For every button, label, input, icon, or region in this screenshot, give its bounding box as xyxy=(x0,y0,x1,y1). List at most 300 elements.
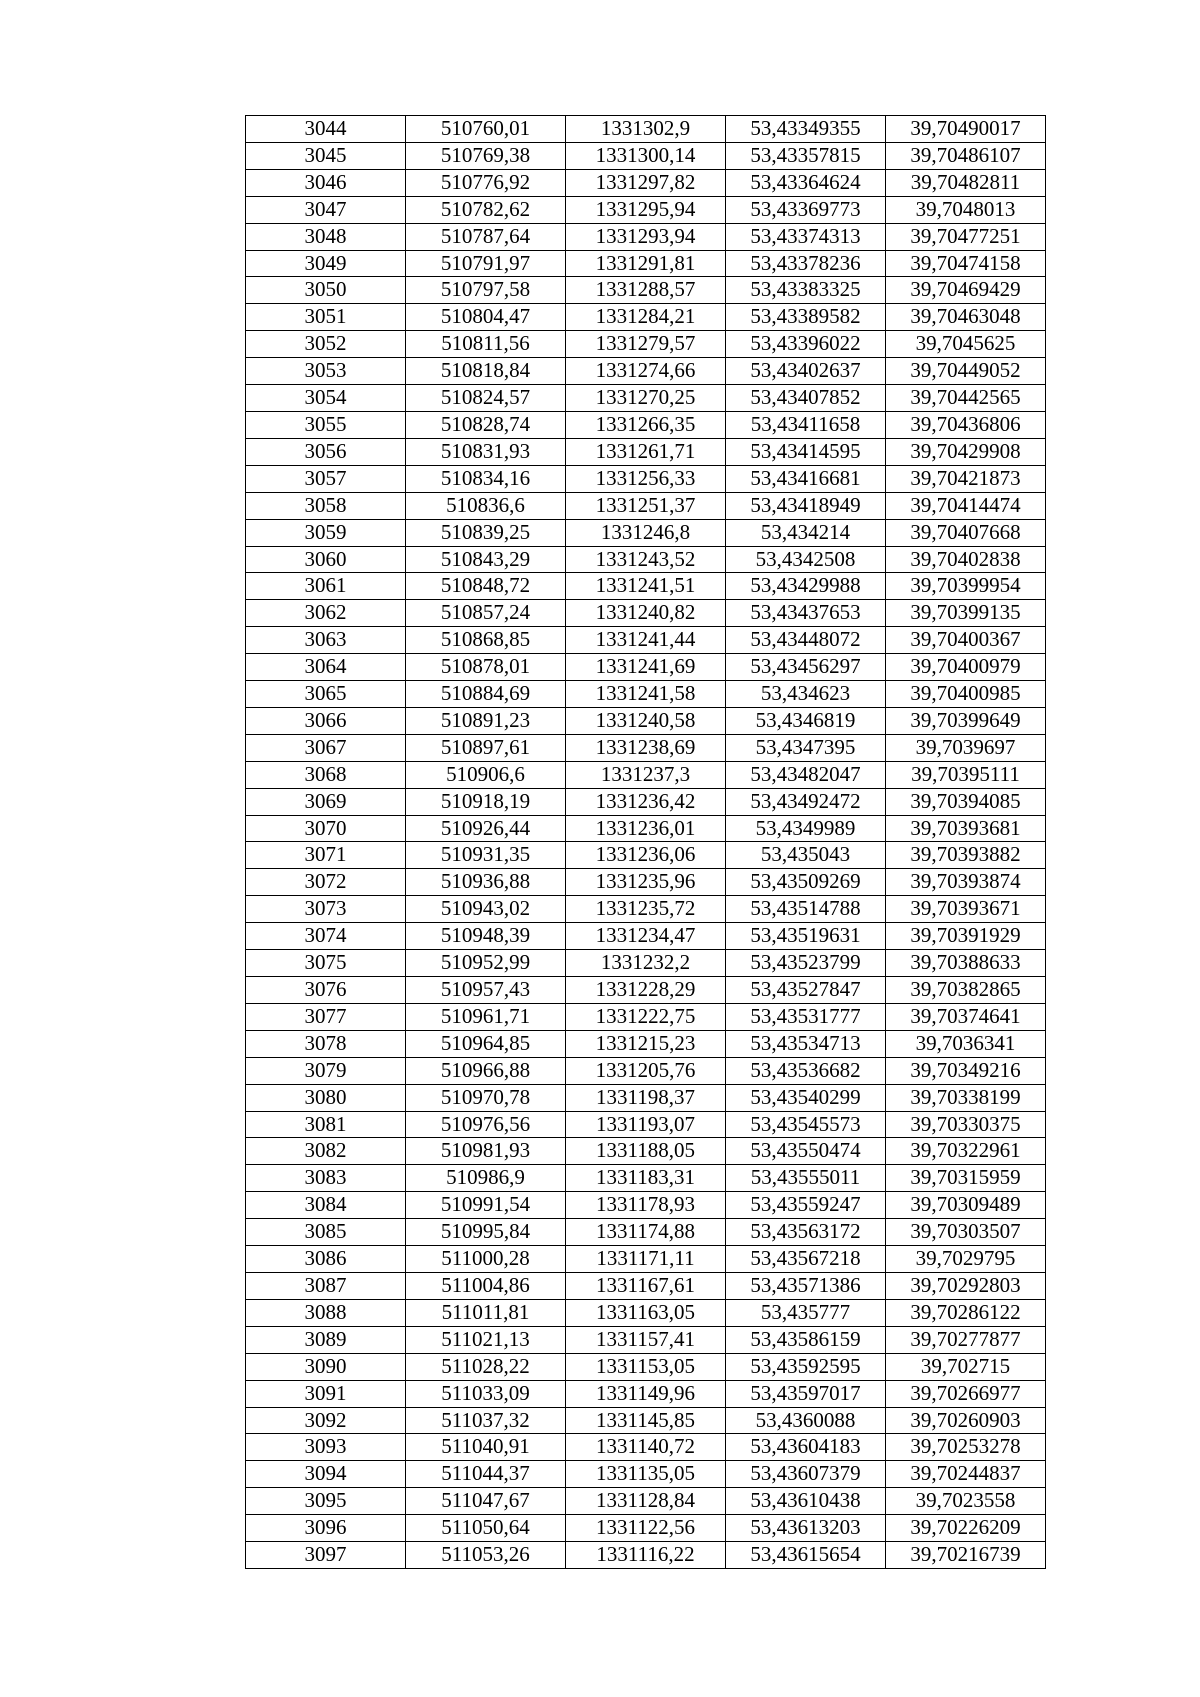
table-row xyxy=(246,1084,1046,1111)
y-coordinate-cell: 1331236,42 xyxy=(566,788,726,815)
latitude-cell: 53,434214 xyxy=(726,519,886,546)
x-coordinate-cell: 511004,86 xyxy=(406,1272,566,1299)
y-coordinate-cell: 1331235,96 xyxy=(566,869,726,896)
longitude-cell: 39,70226209 xyxy=(886,1515,1046,1542)
x-coordinate-cell: 510818,84 xyxy=(406,358,566,385)
longitude-cell: 39,70414474 xyxy=(886,492,1046,519)
point-number-cell: 3087 xyxy=(246,1272,406,1299)
x-coordinate-cell: 510839,25 xyxy=(406,519,566,546)
longitude-cell: 39,70393671 xyxy=(886,896,1046,923)
latitude-cell: 53,43586159 xyxy=(726,1326,886,1353)
x-coordinate-cell: 510836,6 xyxy=(406,492,566,519)
table-row xyxy=(246,1461,1046,1488)
point-number-cell: 3062 xyxy=(246,600,406,627)
point-number-cell: 3077 xyxy=(246,1003,406,1030)
y-coordinate-cell: 1331234,47 xyxy=(566,923,726,950)
table-row xyxy=(246,223,1046,250)
latitude-cell: 53,43482047 xyxy=(726,761,886,788)
latitude-cell: 53,43555011 xyxy=(726,1165,886,1192)
latitude-cell: 53,43437653 xyxy=(726,600,886,627)
point-number-cell: 3069 xyxy=(246,788,406,815)
latitude-cell: 53,4347395 xyxy=(726,734,886,761)
x-coordinate-cell: 510957,43 xyxy=(406,977,566,1004)
x-coordinate-cell: 510964,85 xyxy=(406,1030,566,1057)
table-row xyxy=(246,1353,1046,1380)
point-number-cell: 3074 xyxy=(246,923,406,950)
latitude-cell: 53,43571386 xyxy=(726,1272,886,1299)
x-coordinate-cell: 511053,26 xyxy=(406,1542,566,1569)
x-coordinate-cell: 510986,9 xyxy=(406,1165,566,1192)
y-coordinate-cell: 1331193,07 xyxy=(566,1111,726,1138)
x-coordinate-cell: 510943,02 xyxy=(406,896,566,923)
table-row xyxy=(246,1515,1046,1542)
point-number-cell: 3084 xyxy=(246,1192,406,1219)
table-row xyxy=(246,1407,1046,1434)
latitude-cell: 53,43374313 xyxy=(726,223,886,250)
x-coordinate-cell: 510918,19 xyxy=(406,788,566,815)
longitude-cell: 39,70469429 xyxy=(886,277,1046,304)
table-row xyxy=(246,654,1046,681)
point-number-cell: 3086 xyxy=(246,1246,406,1273)
table-row xyxy=(246,277,1046,304)
y-coordinate-cell: 1331149,96 xyxy=(566,1380,726,1407)
latitude-cell: 53,43357815 xyxy=(726,142,886,169)
y-coordinate-cell: 1331228,29 xyxy=(566,977,726,1004)
x-coordinate-cell: 510791,97 xyxy=(406,250,566,277)
table-row xyxy=(246,438,1046,465)
y-coordinate-cell: 1331183,31 xyxy=(566,1165,726,1192)
x-coordinate-cell: 511037,32 xyxy=(406,1407,566,1434)
point-number-cell: 3054 xyxy=(246,385,406,412)
point-number-cell: 3082 xyxy=(246,1138,406,1165)
latitude-cell: 53,43607379 xyxy=(726,1461,886,1488)
longitude-cell: 39,70400979 xyxy=(886,654,1046,681)
y-coordinate-cell: 1331256,33 xyxy=(566,465,726,492)
point-number-cell: 3056 xyxy=(246,438,406,465)
latitude-cell: 53,43418949 xyxy=(726,492,886,519)
latitude-cell: 53,4349989 xyxy=(726,815,886,842)
y-coordinate-cell: 1331295,94 xyxy=(566,196,726,223)
longitude-cell: 39,70322961 xyxy=(886,1138,1046,1165)
latitude-cell: 53,43615654 xyxy=(726,1542,886,1569)
x-coordinate-cell: 510787,64 xyxy=(406,223,566,250)
y-coordinate-cell: 1331279,57 xyxy=(566,331,726,358)
point-number-cell: 3053 xyxy=(246,358,406,385)
y-coordinate-cell: 1331302,9 xyxy=(566,116,726,143)
y-coordinate-cell: 1331178,93 xyxy=(566,1192,726,1219)
latitude-cell: 53,43414595 xyxy=(726,438,886,465)
latitude-cell: 53,43523799 xyxy=(726,950,886,977)
x-coordinate-cell: 511028,22 xyxy=(406,1353,566,1380)
longitude-cell: 39,70402838 xyxy=(886,546,1046,573)
longitude-cell: 39,7039697 xyxy=(886,734,1046,761)
x-coordinate-cell: 510926,44 xyxy=(406,815,566,842)
longitude-cell: 39,7048013 xyxy=(886,196,1046,223)
x-coordinate-cell: 511044,37 xyxy=(406,1461,566,1488)
point-number-cell: 3094 xyxy=(246,1461,406,1488)
y-coordinate-cell: 1331205,76 xyxy=(566,1057,726,1084)
x-coordinate-cell: 510970,78 xyxy=(406,1084,566,1111)
point-number-cell: 3095 xyxy=(246,1488,406,1515)
x-coordinate-cell: 510782,62 xyxy=(406,196,566,223)
longitude-cell: 39,70382865 xyxy=(886,977,1046,1004)
x-coordinate-cell: 510857,24 xyxy=(406,600,566,627)
y-coordinate-cell: 1331297,82 xyxy=(566,169,726,196)
table-row xyxy=(246,169,1046,196)
point-number-cell: 3081 xyxy=(246,1111,406,1138)
longitude-cell: 39,70395111 xyxy=(886,761,1046,788)
y-coordinate-cell: 1331135,05 xyxy=(566,1461,726,1488)
y-coordinate-cell: 1331171,11 xyxy=(566,1246,726,1273)
longitude-cell: 39,70216739 xyxy=(886,1542,1046,1569)
x-coordinate-cell: 510981,93 xyxy=(406,1138,566,1165)
latitude-cell: 53,43389582 xyxy=(726,304,886,331)
latitude-cell: 53,4346819 xyxy=(726,707,886,734)
table-row xyxy=(246,1138,1046,1165)
longitude-cell: 39,70349216 xyxy=(886,1057,1046,1084)
y-coordinate-cell: 1331198,37 xyxy=(566,1084,726,1111)
y-coordinate-cell: 1331261,71 xyxy=(566,438,726,465)
point-number-cell: 3055 xyxy=(246,411,406,438)
y-coordinate-cell: 1331145,85 xyxy=(566,1407,726,1434)
longitude-cell: 39,7036341 xyxy=(886,1030,1046,1057)
longitude-cell: 39,70442565 xyxy=(886,385,1046,412)
table-row xyxy=(246,1434,1046,1461)
table-row xyxy=(246,142,1046,169)
y-coordinate-cell: 1331243,52 xyxy=(566,546,726,573)
y-coordinate-cell: 1331288,57 xyxy=(566,277,726,304)
y-coordinate-cell: 1331291,81 xyxy=(566,250,726,277)
longitude-cell: 39,70292803 xyxy=(886,1272,1046,1299)
point-number-cell: 3058 xyxy=(246,492,406,519)
x-coordinate-cell: 510906,6 xyxy=(406,761,566,788)
y-coordinate-cell: 1331241,69 xyxy=(566,654,726,681)
latitude-cell: 53,43364624 xyxy=(726,169,886,196)
latitude-cell: 53,43429988 xyxy=(726,573,886,600)
point-number-cell: 3065 xyxy=(246,681,406,708)
table-row xyxy=(246,1111,1046,1138)
longitude-cell: 39,70260903 xyxy=(886,1407,1046,1434)
y-coordinate-cell: 1331274,66 xyxy=(566,358,726,385)
table-row xyxy=(246,196,1046,223)
table-row xyxy=(246,923,1046,950)
latitude-cell: 53,435043 xyxy=(726,842,886,869)
longitude-cell: 39,70391929 xyxy=(886,923,1046,950)
y-coordinate-cell: 1331236,06 xyxy=(566,842,726,869)
latitude-cell: 53,43349355 xyxy=(726,116,886,143)
longitude-cell: 39,70244837 xyxy=(886,1461,1046,1488)
x-coordinate-cell: 510843,29 xyxy=(406,546,566,573)
y-coordinate-cell: 1331238,69 xyxy=(566,734,726,761)
longitude-cell: 39,70474158 xyxy=(886,250,1046,277)
point-number-cell: 3050 xyxy=(246,277,406,304)
point-number-cell: 3068 xyxy=(246,761,406,788)
longitude-cell: 39,70393681 xyxy=(886,815,1046,842)
y-coordinate-cell: 1331241,44 xyxy=(566,627,726,654)
latitude-cell: 53,43610438 xyxy=(726,1488,886,1515)
table-row xyxy=(246,385,1046,412)
x-coordinate-cell: 511040,91 xyxy=(406,1434,566,1461)
point-number-cell: 3072 xyxy=(246,869,406,896)
longitude-cell: 39,70303507 xyxy=(886,1219,1046,1246)
y-coordinate-cell: 1331174,88 xyxy=(566,1219,726,1246)
point-number-cell: 3046 xyxy=(246,169,406,196)
x-coordinate-cell: 511047,67 xyxy=(406,1488,566,1515)
table-row xyxy=(246,546,1046,573)
y-coordinate-cell: 1331167,61 xyxy=(566,1272,726,1299)
y-coordinate-cell: 1331240,82 xyxy=(566,600,726,627)
table-row xyxy=(246,411,1046,438)
x-coordinate-cell: 511021,13 xyxy=(406,1326,566,1353)
latitude-cell: 53,43383325 xyxy=(726,277,886,304)
y-coordinate-cell: 1331215,23 xyxy=(566,1030,726,1057)
longitude-cell: 39,70400367 xyxy=(886,627,1046,654)
table-row xyxy=(246,1299,1046,1326)
longitude-cell: 39,70436806 xyxy=(886,411,1046,438)
x-coordinate-cell: 510811,56 xyxy=(406,331,566,358)
x-coordinate-cell: 511050,64 xyxy=(406,1515,566,1542)
y-coordinate-cell: 1331241,58 xyxy=(566,681,726,708)
x-coordinate-cell: 510995,84 xyxy=(406,1219,566,1246)
point-number-cell: 3064 xyxy=(246,654,406,681)
point-number-cell: 3078 xyxy=(246,1030,406,1057)
latitude-cell: 53,43411658 xyxy=(726,411,886,438)
table-row xyxy=(246,1192,1046,1219)
x-coordinate-cell: 510828,74 xyxy=(406,411,566,438)
y-coordinate-cell: 1331266,35 xyxy=(566,411,726,438)
point-number-cell: 3063 xyxy=(246,627,406,654)
latitude-cell: 53,4360088 xyxy=(726,1407,886,1434)
table-row xyxy=(246,1165,1046,1192)
latitude-cell: 53,43514788 xyxy=(726,896,886,923)
longitude-cell: 39,70393874 xyxy=(886,869,1046,896)
longitude-cell: 39,70421873 xyxy=(886,465,1046,492)
point-number-cell: 3052 xyxy=(246,331,406,358)
table-row xyxy=(246,250,1046,277)
longitude-cell: 39,702715 xyxy=(886,1353,1046,1380)
table-row xyxy=(246,681,1046,708)
point-number-cell: 3075 xyxy=(246,950,406,977)
table-row xyxy=(246,1057,1046,1084)
table-row xyxy=(246,761,1046,788)
longitude-cell: 39,70399954 xyxy=(886,573,1046,600)
point-number-cell: 3080 xyxy=(246,1084,406,1111)
x-coordinate-cell: 510776,92 xyxy=(406,169,566,196)
table-row xyxy=(246,815,1046,842)
table-row xyxy=(246,950,1046,977)
longitude-cell: 39,70315959 xyxy=(886,1165,1046,1192)
table-row xyxy=(246,600,1046,627)
point-number-cell: 3088 xyxy=(246,1299,406,1326)
longitude-cell: 39,70309489 xyxy=(886,1192,1046,1219)
x-coordinate-cell: 510991,54 xyxy=(406,1192,566,1219)
y-coordinate-cell: 1331300,14 xyxy=(566,142,726,169)
y-coordinate-cell: 1331116,22 xyxy=(566,1542,726,1569)
longitude-cell: 39,7029795 xyxy=(886,1246,1046,1273)
x-coordinate-cell: 510976,56 xyxy=(406,1111,566,1138)
latitude-cell: 53,43597017 xyxy=(726,1380,886,1407)
latitude-cell: 53,43592595 xyxy=(726,1353,886,1380)
y-coordinate-cell: 1331246,8 xyxy=(566,519,726,546)
y-coordinate-cell: 1331188,05 xyxy=(566,1138,726,1165)
latitude-cell: 53,43559247 xyxy=(726,1192,886,1219)
x-coordinate-cell: 510936,88 xyxy=(406,869,566,896)
point-number-cell: 3097 xyxy=(246,1542,406,1569)
point-number-cell: 3093 xyxy=(246,1434,406,1461)
x-coordinate-cell: 510897,61 xyxy=(406,734,566,761)
x-coordinate-cell: 510760,01 xyxy=(406,116,566,143)
y-coordinate-cell: 1331140,72 xyxy=(566,1434,726,1461)
table-row xyxy=(246,1326,1046,1353)
latitude-cell: 53,43550474 xyxy=(726,1138,886,1165)
latitude-cell: 53,43378236 xyxy=(726,250,886,277)
longitude-cell: 39,70330375 xyxy=(886,1111,1046,1138)
y-coordinate-cell: 1331293,94 xyxy=(566,223,726,250)
latitude-cell: 53,43563172 xyxy=(726,1219,886,1246)
longitude-cell: 39,70407668 xyxy=(886,519,1046,546)
latitude-cell: 53,43540299 xyxy=(726,1084,886,1111)
table-row xyxy=(246,304,1046,331)
x-coordinate-cell: 510948,39 xyxy=(406,923,566,950)
y-coordinate-cell: 1331284,21 xyxy=(566,304,726,331)
y-coordinate-cell: 1331241,51 xyxy=(566,573,726,600)
coordinates-table xyxy=(245,115,1046,1569)
y-coordinate-cell: 1331122,56 xyxy=(566,1515,726,1542)
longitude-cell: 39,70449052 xyxy=(886,358,1046,385)
point-number-cell: 3049 xyxy=(246,250,406,277)
x-coordinate-cell: 510884,69 xyxy=(406,681,566,708)
table-row xyxy=(246,896,1046,923)
y-coordinate-cell: 1331237,3 xyxy=(566,761,726,788)
y-coordinate-cell: 1331235,72 xyxy=(566,896,726,923)
point-number-cell: 3076 xyxy=(246,977,406,1004)
x-coordinate-cell: 511033,09 xyxy=(406,1380,566,1407)
latitude-cell: 53,43369773 xyxy=(726,196,886,223)
point-number-cell: 3090 xyxy=(246,1353,406,1380)
x-coordinate-cell: 510848,72 xyxy=(406,573,566,600)
latitude-cell: 53,43536682 xyxy=(726,1057,886,1084)
latitude-cell: 53,43545573 xyxy=(726,1111,886,1138)
table-row xyxy=(246,869,1046,896)
table-row xyxy=(246,519,1046,546)
y-coordinate-cell: 1331270,25 xyxy=(566,385,726,412)
point-number-cell: 3070 xyxy=(246,815,406,842)
table-row xyxy=(246,1246,1046,1273)
point-number-cell: 3048 xyxy=(246,223,406,250)
longitude-cell: 39,70463048 xyxy=(886,304,1046,331)
table-row xyxy=(246,492,1046,519)
point-number-cell: 3096 xyxy=(246,1515,406,1542)
longitude-cell: 39,70388633 xyxy=(886,950,1046,977)
latitude-cell: 53,43527847 xyxy=(726,977,886,1004)
latitude-cell: 53,43509269 xyxy=(726,869,886,896)
longitude-cell: 39,70266977 xyxy=(886,1380,1046,1407)
table-row xyxy=(246,977,1046,1004)
longitude-cell: 39,70400985 xyxy=(886,681,1046,708)
y-coordinate-cell: 1331240,58 xyxy=(566,707,726,734)
longitude-cell: 39,70277877 xyxy=(886,1326,1046,1353)
latitude-cell: 53,43534713 xyxy=(726,1030,886,1057)
table-row xyxy=(246,734,1046,761)
point-number-cell: 3091 xyxy=(246,1380,406,1407)
latitude-cell: 53,43416681 xyxy=(726,465,886,492)
longitude-cell: 39,70399649 xyxy=(886,707,1046,734)
point-number-cell: 3059 xyxy=(246,519,406,546)
y-coordinate-cell: 1331128,84 xyxy=(566,1488,726,1515)
x-coordinate-cell: 510952,99 xyxy=(406,950,566,977)
point-number-cell: 3045 xyxy=(246,142,406,169)
table-row xyxy=(246,707,1046,734)
latitude-cell: 53,43456297 xyxy=(726,654,886,681)
point-number-cell: 3057 xyxy=(246,465,406,492)
y-coordinate-cell: 1331157,41 xyxy=(566,1326,726,1353)
table-row xyxy=(246,788,1046,815)
point-number-cell: 3092 xyxy=(246,1407,406,1434)
table-row xyxy=(246,1272,1046,1299)
table-row xyxy=(246,331,1046,358)
x-coordinate-cell: 510834,16 xyxy=(406,465,566,492)
longitude-cell: 39,70338199 xyxy=(886,1084,1046,1111)
y-coordinate-cell: 1331222,75 xyxy=(566,1003,726,1030)
longitude-cell: 39,70286122 xyxy=(886,1299,1046,1326)
point-number-cell: 3071 xyxy=(246,842,406,869)
point-number-cell: 3067 xyxy=(246,734,406,761)
point-number-cell: 3073 xyxy=(246,896,406,923)
x-coordinate-cell: 510868,85 xyxy=(406,627,566,654)
table-row xyxy=(246,1488,1046,1515)
longitude-cell: 39,70393882 xyxy=(886,842,1046,869)
longitude-cell: 39,70253278 xyxy=(886,1434,1046,1461)
y-coordinate-cell: 1331232,2 xyxy=(566,950,726,977)
table-row xyxy=(246,842,1046,869)
point-number-cell: 3061 xyxy=(246,573,406,600)
latitude-cell: 53,43519631 xyxy=(726,923,886,950)
latitude-cell: 53,435777 xyxy=(726,1299,886,1326)
point-number-cell: 3089 xyxy=(246,1326,406,1353)
y-coordinate-cell: 1331153,05 xyxy=(566,1353,726,1380)
latitude-cell: 53,434623 xyxy=(726,681,886,708)
x-coordinate-cell: 510769,38 xyxy=(406,142,566,169)
point-number-cell: 3051 xyxy=(246,304,406,331)
x-coordinate-cell: 511000,28 xyxy=(406,1246,566,1273)
table-row xyxy=(246,1030,1046,1057)
table-row xyxy=(246,465,1046,492)
longitude-cell: 39,70399135 xyxy=(886,600,1046,627)
table-row xyxy=(246,358,1046,385)
x-coordinate-cell: 510878,01 xyxy=(406,654,566,681)
longitude-cell: 39,70394085 xyxy=(886,788,1046,815)
latitude-cell: 53,43396022 xyxy=(726,331,886,358)
table-row xyxy=(246,1003,1046,1030)
point-number-cell: 3060 xyxy=(246,546,406,573)
table-row xyxy=(246,1380,1046,1407)
x-coordinate-cell: 510831,93 xyxy=(406,438,566,465)
point-number-cell: 3047 xyxy=(246,196,406,223)
longitude-cell: 39,70374641 xyxy=(886,1003,1046,1030)
x-coordinate-cell: 511011,81 xyxy=(406,1299,566,1326)
latitude-cell: 53,43402637 xyxy=(726,358,886,385)
table-row xyxy=(246,573,1046,600)
latitude-cell: 53,43604183 xyxy=(726,1434,886,1461)
x-coordinate-cell: 510931,35 xyxy=(406,842,566,869)
latitude-cell: 53,43407852 xyxy=(726,385,886,412)
latitude-cell: 53,4342508 xyxy=(726,546,886,573)
x-coordinate-cell: 510797,58 xyxy=(406,277,566,304)
x-coordinate-cell: 510961,71 xyxy=(406,1003,566,1030)
y-coordinate-cell: 1331163,05 xyxy=(566,1299,726,1326)
latitude-cell: 53,43613203 xyxy=(726,1515,886,1542)
x-coordinate-cell: 510804,47 xyxy=(406,304,566,331)
